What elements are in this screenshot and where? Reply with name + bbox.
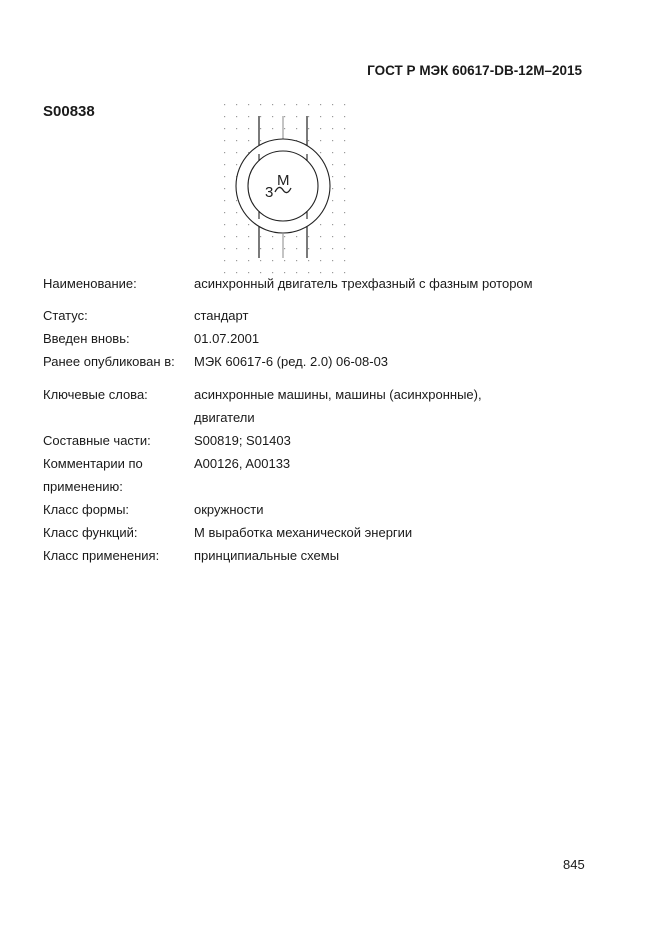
svg-text:M: M xyxy=(277,172,290,189)
svg-text:3: 3 xyxy=(265,184,274,201)
standard-header: ГОСТ Р МЭК 60617-DB-12M–2015 xyxy=(367,63,582,78)
symbol-code: S00838 xyxy=(43,103,95,120)
motor-symbol-diagram xyxy=(218,98,350,279)
three-phase-induction-motor-wound-rotor-icon xyxy=(218,98,350,274)
page-number: 845 xyxy=(563,857,585,872)
